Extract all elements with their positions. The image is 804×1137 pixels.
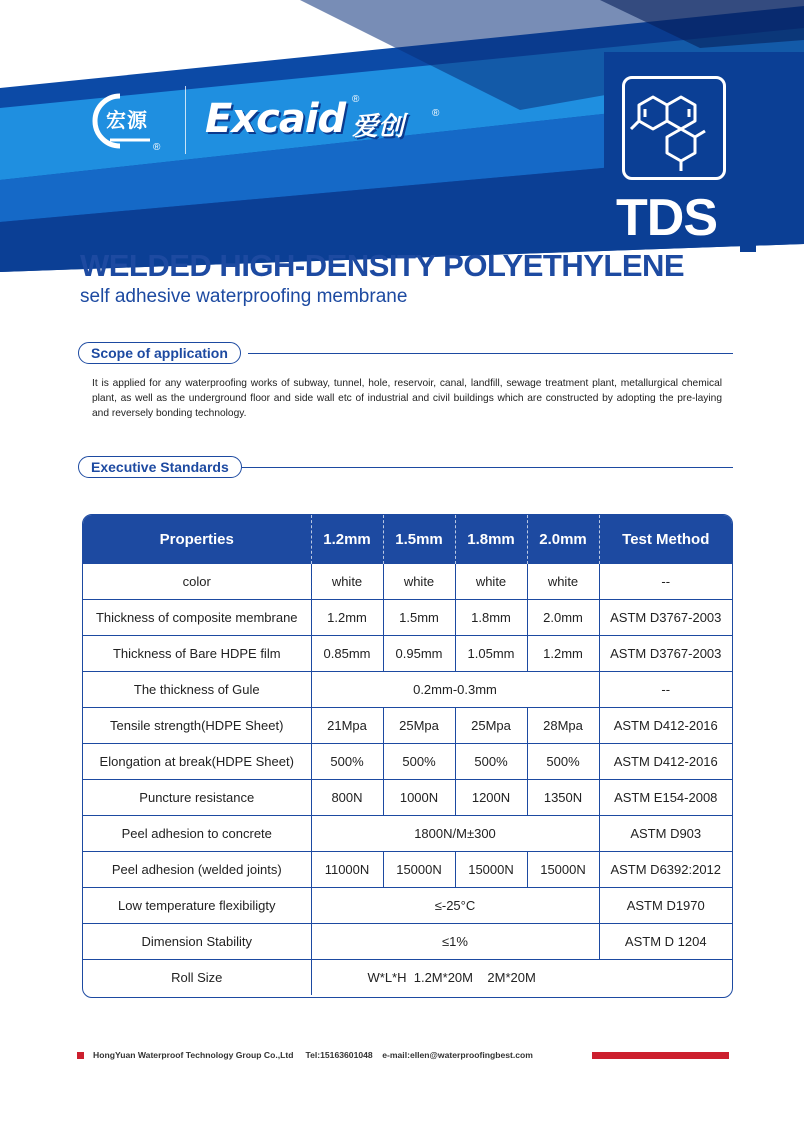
header-properties: Properties — [83, 515, 311, 564]
table-row — [83, 924, 732, 960]
property-cell: Peel adhesion to concrete — [83, 816, 311, 852]
merged-value-cell: W*L*H 1.2M*20M 2M*20M — [367, 970, 536, 985]
excaid-registered-mark: ® — [352, 94, 360, 105]
method-cell: -- — [599, 564, 732, 600]
property-cell: Puncture resistance — [83, 780, 311, 816]
table-row — [83, 600, 732, 636]
footer-square-marker — [77, 1052, 84, 1059]
value-cell: 15000N — [527, 852, 599, 888]
merged-value-cell: ≤-25°C — [311, 888, 599, 924]
merged-value-cell: ≤1% — [311, 924, 599, 960]
excaid-logo-cn-text: 爱创 — [352, 112, 405, 142]
value-cell: 15000N — [383, 852, 455, 888]
footer-red-bar — [592, 1052, 729, 1059]
tds-icon-box — [622, 76, 726, 180]
value-cell: 500% — [383, 744, 455, 780]
property-cell: Thickness of composite membrane — [83, 600, 311, 636]
value-cell: 2.0mm — [527, 600, 599, 636]
standards-section-header — [78, 456, 733, 478]
method-cell: ASTM E154-2008 — [599, 780, 732, 816]
value-cell: 500% — [311, 744, 383, 780]
method-cell: ASTM D3767-2003 — [599, 636, 732, 672]
value-cell: 0.95mm — [383, 636, 455, 672]
header-2-0mm: 2.0mm — [527, 515, 599, 564]
property-cell: Thickness of Bare HDPE film — [83, 636, 311, 672]
table-row — [83, 816, 732, 852]
method-cell: ASTM D903 — [599, 816, 732, 852]
header-test-method: Test Method — [599, 515, 732, 564]
table-row — [83, 852, 732, 888]
value-cell: white — [311, 564, 383, 600]
standards-heading: Executive Standards — [78, 456, 242, 478]
header-1-8mm: 1.8mm — [455, 515, 527, 564]
value-cell: 28Mpa — [527, 708, 599, 744]
value-cell: 11000N — [311, 852, 383, 888]
excaid-cn-registered-mark: ® — [432, 108, 440, 119]
scope-heading: Scope of application — [78, 342, 241, 364]
footer-company: HongYuan Waterproof Technology Group Co.,Ltd — [93, 1050, 294, 1060]
standards-table — [82, 514, 733, 998]
property-cell: The thickness of Gule — [83, 672, 311, 708]
value-cell: white — [455, 564, 527, 600]
method-cell: ASTM D412-2016 — [599, 744, 732, 780]
standards-divider-line — [242, 467, 733, 468]
page-title: WELDED HIGH-DENSITY POLYETHYLENE — [80, 248, 685, 283]
value-cell: 1000N — [383, 780, 455, 816]
method-cell: -- — [599, 672, 732, 708]
property-cell: Tensile strength(HDPE Sheet) — [83, 708, 311, 744]
page-subtitle: self adhesive waterproofing membrane — [80, 286, 408, 307]
property-cell: Dimension Stability — [83, 924, 311, 960]
property-cell: Roll Size — [83, 960, 311, 996]
value-cell: 1.5mm — [383, 600, 455, 636]
value-cell: 1.05mm — [455, 636, 527, 672]
method-cell: ASTM D1970 — [599, 888, 732, 924]
method-cell: ASTM D412-2016 — [599, 708, 732, 744]
scope-section-header — [78, 342, 733, 364]
value-cell: white — [383, 564, 455, 600]
hongyuan-logo-text: 宏源 — [106, 108, 148, 132]
header-1-2mm: 1.2mm — [311, 515, 383, 564]
value-cell: 1.8mm — [455, 600, 527, 636]
tds-label: TDS — [616, 189, 717, 247]
value-cell: 500% — [527, 744, 599, 780]
table-row — [83, 636, 732, 672]
table-row — [83, 780, 732, 816]
table-row — [83, 888, 732, 924]
value-cell: 1200N — [455, 780, 527, 816]
method-cell: ASTM D 1204 — [599, 924, 732, 960]
value-cell: 21Mpa — [311, 708, 383, 744]
value-cell: 25Mpa — [383, 708, 455, 744]
table-row — [83, 672, 732, 708]
molecule-icon — [625, 79, 723, 177]
merged-value-cell: 0.2mm-0.3mm — [311, 672, 599, 708]
table-row — [83, 744, 732, 780]
table-header-row — [83, 515, 732, 564]
table-row — [83, 960, 732, 996]
method-cell: ASTM D6392:2012 — [599, 852, 732, 888]
table-row — [83, 564, 732, 600]
hongyuan-registered-mark: ® — [153, 142, 161, 153]
footer-tel: Tel:15163601048 — [305, 1050, 373, 1060]
value-cell: 1350N — [527, 780, 599, 816]
footer-email[interactable]: e-mail:ellen@waterproofingbest.com — [382, 1050, 533, 1060]
value-cell: 0.85mm — [311, 636, 383, 672]
scope-text: It is applied for any waterproofing works of subway, tunnel, hole, reservoir, canal, landfill, sewage treatment plant, metallurgical chemical plant, as well as the underground floor and side wall etc of industrial and civil buildings which are constructed by adopting the pre-laying and reversely bonding technology. — [92, 378, 722, 419]
method-cell: ASTM D3767-2003 — [599, 600, 732, 636]
value-cell: white — [527, 564, 599, 600]
property-cell: Low temperature flexibiligty — [83, 888, 311, 924]
value-cell: 500% — [455, 744, 527, 780]
logo-divider — [185, 86, 186, 154]
excaid-logo-text: Excaid — [205, 96, 346, 142]
value-cell: 800N — [311, 780, 383, 816]
property-cell: Elongation at break(HDPE Sheet) — [83, 744, 311, 780]
value-cell: 15000N — [455, 852, 527, 888]
header-1-5mm: 1.5mm — [383, 515, 455, 564]
footer-contact — [93, 1050, 533, 1060]
scope-divider-line — [248, 353, 733, 354]
property-cell: Peel adhesion (welded joints) — [83, 852, 311, 888]
merged-value-cell: 1800N/M±300 — [311, 816, 599, 852]
table-row — [83, 708, 732, 744]
value-cell: 1.2mm — [311, 600, 383, 636]
value-cell: 1.2mm — [527, 636, 599, 672]
value-cell: 25Mpa — [455, 708, 527, 744]
property-cell: color — [83, 564, 311, 600]
